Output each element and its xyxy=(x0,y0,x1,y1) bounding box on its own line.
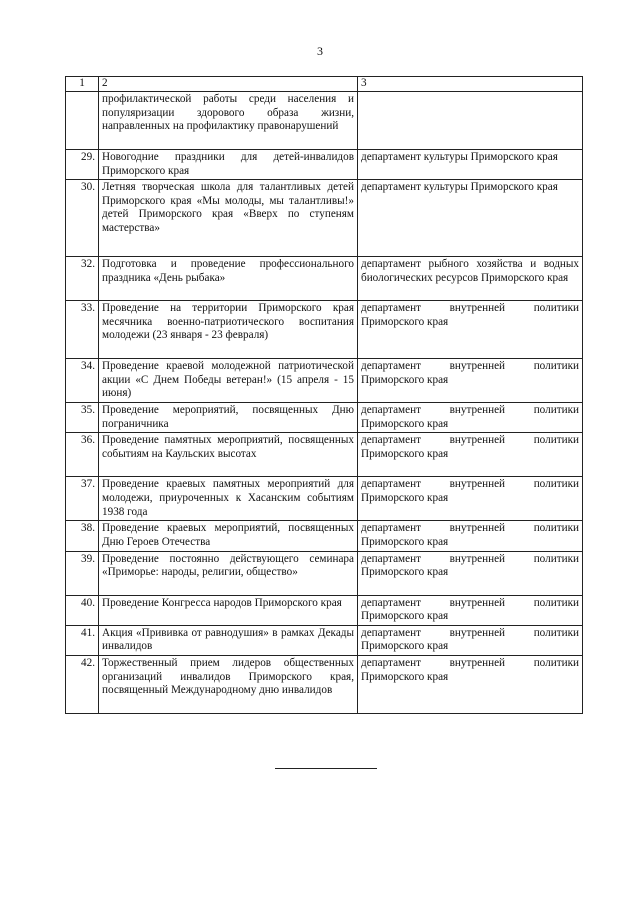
row-number: 40. xyxy=(66,595,99,625)
header-col-1: 1 xyxy=(66,77,99,92)
department-cell: департамент культуры Приморского края xyxy=(358,150,583,180)
row-number: 34. xyxy=(66,359,99,403)
event-cell: Торжественный прием лидеров общественных организаций инвалидов Приморского края, посвященный Международному дню инвалидов xyxy=(99,655,358,713)
department-cell: департамент внутренней политики Приморского края xyxy=(358,551,583,595)
table-row xyxy=(66,521,583,551)
event-cell: Проведение постоянно действующего семинара «Приморье: народы, религии, общество» xyxy=(99,551,358,595)
event-cell: Акция «Прививка от равнодушия» в рамках Декады инвалидов xyxy=(99,625,358,655)
table-row xyxy=(66,625,583,655)
events-table xyxy=(65,76,583,714)
table-row xyxy=(66,92,583,150)
table-row xyxy=(66,551,583,595)
row-number: 33. xyxy=(66,301,99,359)
event-cell: Летняя творческая школа для талантливых детей Приморского края «Мы молоды, мы талантливы!» детей Приморского края «Вверх по ступеням мастерства» xyxy=(99,180,358,257)
row-number: 36. xyxy=(66,433,99,477)
department-cell: департамент внутренней политики Приморского края xyxy=(358,403,583,433)
page-number: 3 xyxy=(317,44,323,58)
row-number: 39. xyxy=(66,551,99,595)
row-number: 32. xyxy=(66,257,99,301)
event-cell: Подготовка и проведение профессионального праздника «День рыбака» xyxy=(99,257,358,301)
event-cell: Новогодние праздники для детей-инвалидов Приморского края xyxy=(99,150,358,180)
row-number xyxy=(66,92,99,150)
row-number: 38. xyxy=(66,521,99,551)
header-col-2: 2 xyxy=(99,77,358,92)
table-row xyxy=(66,257,583,301)
event-cell: Проведение на территории Приморского края месячника военно-патриотического воспитания молодежи (23 января - 23 февраля) xyxy=(99,301,358,359)
event-cell: Проведение краевых памятных мероприятий для молодежи, приуроченных к Хасанским событиям 1938 года xyxy=(99,477,358,521)
table-row xyxy=(66,359,583,403)
table-row xyxy=(66,180,583,257)
department-cell: департамент внутренней политики Приморского края xyxy=(358,655,583,713)
department-cell: департамент рыбного хозяйства и водных биологических ресурсов Приморского края xyxy=(358,257,583,301)
event-cell: профилактической работы среди населения и популяризации здорового образа жизни, направленных на профилактику правонарушений xyxy=(99,92,358,150)
event-cell: Проведение мероприятий, посвященных Дню пограничника xyxy=(99,403,358,433)
department-cell: департамент культуры Приморского края xyxy=(358,180,583,257)
department-cell: департамент внутренней политики Приморского края xyxy=(358,521,583,551)
table-row xyxy=(66,595,583,625)
department-cell xyxy=(358,92,583,150)
row-number: 29. xyxy=(66,150,99,180)
event-cell: Проведение краевой молодежной патриотической акции «С Днем Победы ветеран!» (15 апреля - 15 июня) xyxy=(99,359,358,403)
department-cell: департамент внутренней политики Приморского края xyxy=(358,595,583,625)
table-row xyxy=(66,477,583,521)
row-number: 35. xyxy=(66,403,99,433)
department-cell: департамент внутренней политики Приморского края xyxy=(358,359,583,403)
department-cell: департамент внутренней политики Приморского края xyxy=(358,301,583,359)
table-row xyxy=(66,301,583,359)
department-cell: департамент внутренней политики Приморского края xyxy=(358,625,583,655)
header-col-3: 3 xyxy=(358,77,583,92)
event-cell: Проведение памятных мероприятий, посвященных событиям на Каульских высотах xyxy=(99,433,358,477)
department-cell: департамент внутренней политики Приморского края xyxy=(358,433,583,477)
event-cell: Проведение Конгресса народов Приморского края xyxy=(99,595,358,625)
row-number: 42. xyxy=(66,655,99,713)
table-row xyxy=(66,150,583,180)
event-cell: Проведение краевых мероприятий, посвященных Дню Героев Отечества xyxy=(99,521,358,551)
table-row xyxy=(66,655,583,713)
table-row xyxy=(66,433,583,477)
table-header-row xyxy=(66,77,583,92)
row-number: 41. xyxy=(66,625,99,655)
table-row xyxy=(66,403,583,433)
row-number: 37. xyxy=(66,477,99,521)
closing-line xyxy=(275,768,377,769)
department-cell: департамент внутренней политики Приморского края xyxy=(358,477,583,521)
row-number: 30. xyxy=(66,180,99,257)
